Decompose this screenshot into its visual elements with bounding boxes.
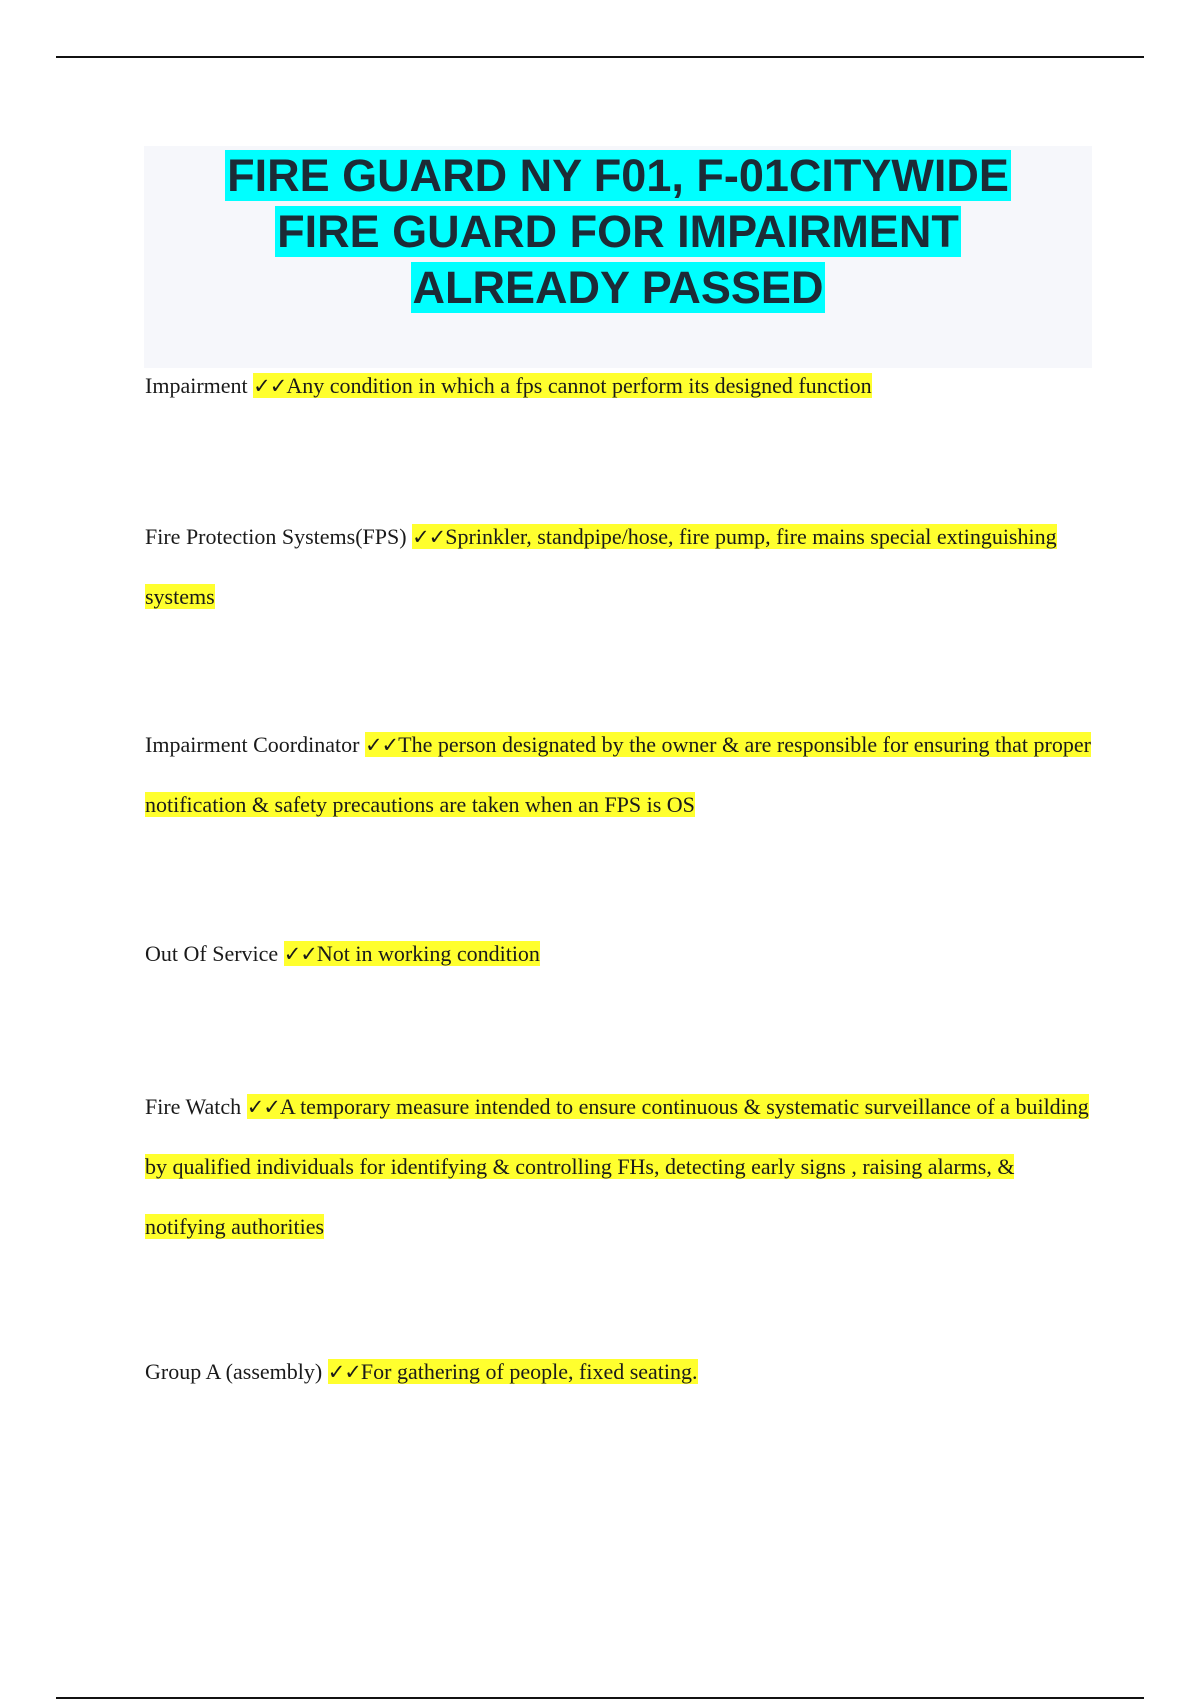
entry-term: Impairment xyxy=(145,373,248,398)
entry-group-a-assembly xyxy=(145,1342,1095,1402)
double-check-icon: ✓✓ xyxy=(412,525,446,549)
entry-definition: ✓✓Any condition in which a fps cannot perform its designed function xyxy=(253,373,872,398)
entry-term: Out Of Service xyxy=(145,941,279,966)
title-line-2: FIRE GUARD FOR IMPAIRMENT xyxy=(277,206,959,257)
top-rule xyxy=(56,56,1144,58)
entry-term: Fire Watch xyxy=(145,1094,242,1119)
double-check-icon: ✓✓ xyxy=(364,733,399,757)
entry-term: Group A (assembly) xyxy=(145,1359,323,1384)
entry-definition: ✓✓Not in working condition xyxy=(283,941,540,966)
entry-definition: ✓✓The person designated by the owner & are responsible for ensuring that proper notification & safety precautions are taken when an FPS is OS xyxy=(145,732,1091,817)
entry-definition: ✓✓Sprinkler, standpipe/hose, fire pump, fire mains special extinguishing systems xyxy=(145,524,1057,609)
entry-impairment-coordinator xyxy=(145,715,1095,835)
entry-definition: ✓✓A temporary measure intended to ensure continuous & systematic surveillance of a building by qualified individuals for identifying & controlling FHs, detecting early signs , raising alarms, & notifying authorities xyxy=(145,1094,1089,1239)
title-line-3: ALREADY PASSED xyxy=(412,262,824,313)
double-check-icon: ✓✓ xyxy=(327,1360,361,1384)
document-title xyxy=(144,148,1092,316)
entry-term: Fire Protection Systems(FPS) xyxy=(145,524,407,549)
double-check-icon: ✓✓ xyxy=(253,374,287,398)
entry-impairment xyxy=(145,356,1095,416)
entry-term: Impairment Coordinator xyxy=(145,732,360,757)
entry-out-of-service xyxy=(145,924,1095,984)
double-check-icon: ✓✓ xyxy=(283,942,317,966)
title-block xyxy=(144,146,1092,368)
entry-fire-protection-systems xyxy=(145,507,1095,627)
title-line-1: FIRE GUARD NY F01, F-01CITYWIDE xyxy=(227,150,1009,201)
bottom-rule xyxy=(56,1697,1144,1699)
entry-fire-watch xyxy=(145,1077,1095,1257)
entry-definition: ✓✓For gathering of people, fixed seating. xyxy=(327,1359,698,1384)
double-check-icon: ✓✓ xyxy=(246,1095,280,1119)
